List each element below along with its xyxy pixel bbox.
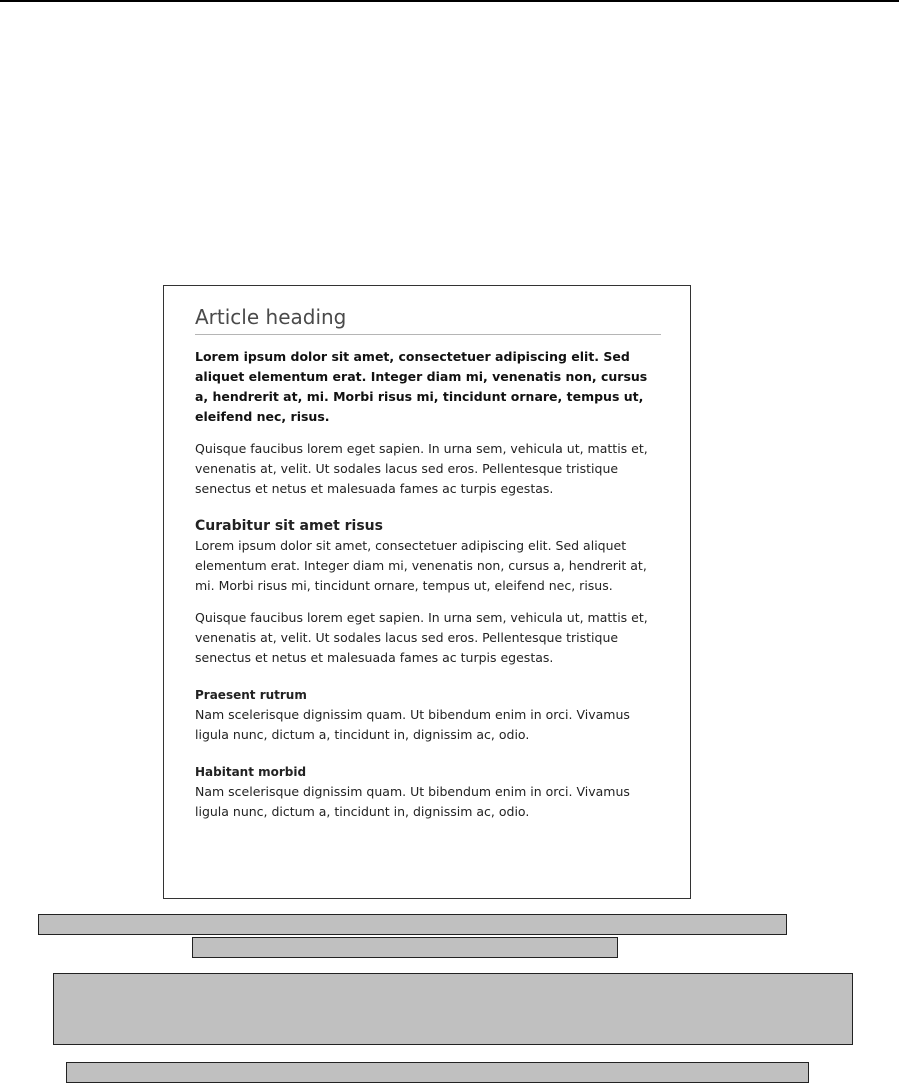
article-figure [163,285,691,899]
minor-paragraph: Nam scelerisque dignissim quam. Ut bibendum enim in orci. Vivamus ligula nunc, dictum a, tincidunt in, dignissim ac, odio. [195,784,630,819]
redacted-caption-line [38,914,787,935]
article-paragraph: Quisque faucibus lorem eget sapien. In urna sem, vehicula ut, mattis et, venenatis at, velit. Ut sodales lacus sed eros. Pellentesque tristique senectus et netus et malesuada fames ac turpis egestas. [195,441,648,496]
article-lead-paragraph: Lorem ipsum dolor sit amet, consectetuer adipiscing elit. Sed aliquet elementum erat. Integer diam mi, venenatis non, cursus a, hendrerit at, mi. Morbi risus mi, tincidunt ornare, tempus ut, eleifend nec, risus. [195,349,648,424]
article-heading: Article heading [195,304,661,335]
minor-paragraph: Nam scelerisque dignissim quam. Ut bibendum enim in orci. Vivamus ligula nunc, dictum a, tincidunt in, dignissim ac, odio. [195,707,630,742]
article-content [195,304,661,822]
redacted-text-line [66,1062,809,1083]
section-heading: Curabitur sit amet risus [195,518,383,534]
minor-heading: Habitant morbid [195,765,307,779]
redacted-caption-line [192,937,618,958]
redacted-text-block [53,973,853,1045]
minor-heading: Praesent rutrum [195,688,307,702]
section-paragraph: Quisque faucibus lorem eget sapien. In urna sem, vehicula ut, mattis et, venenatis at, velit. Ut sodales lacus sed eros. Pellentesque tristique senectus et netus et malesuada fames ac turpis egestas. [195,610,648,665]
top-divider [0,0,899,2]
section-paragraph: Lorem ipsum dolor sit amet, consectetuer adipiscing elit. Sed aliquet elementum erat. Integer diam mi, venenatis non, cursus a, hendrerit at, mi. Morbi risus mi, tincidunt ornare, tempus ut, eleifend nec, risus. [195,538,647,593]
